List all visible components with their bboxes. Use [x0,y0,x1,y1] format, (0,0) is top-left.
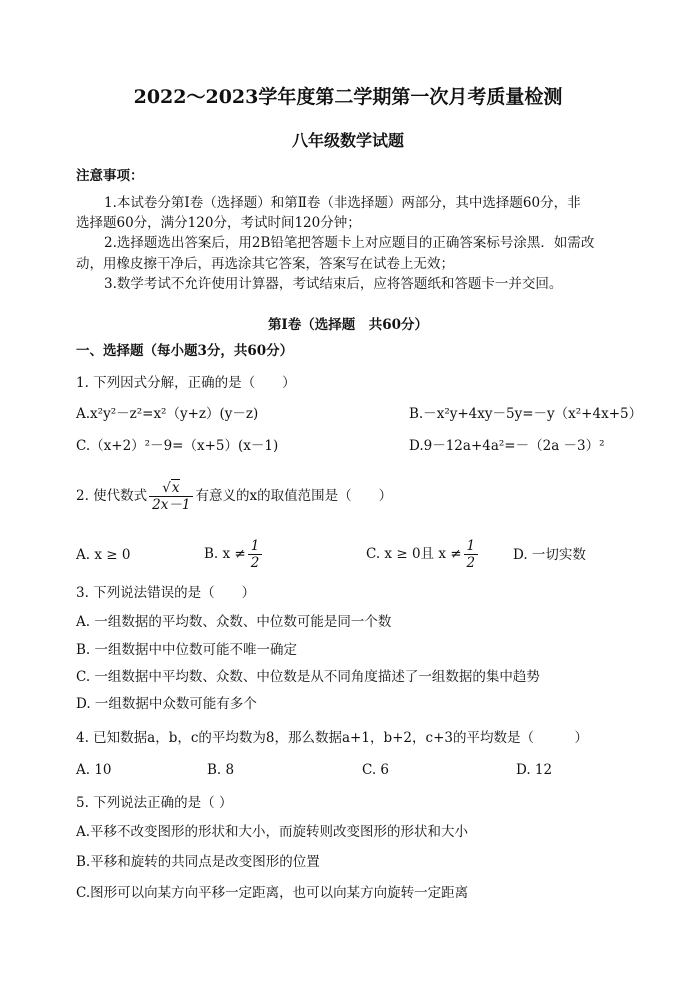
question-2-numerator: x [171,480,180,496]
section-title: 第Ⅰ卷（选择题 共60分） [267,317,429,333]
question-1-option-d: D.9－12a+4a²=－（2a －3）² [409,438,605,454]
question-4-option-b: B. 8 [207,762,235,778]
notice-line-3: 2.选择题选出答案后，用2B铅笔把答题卡上对应题目的正确答案标号涂黑．如需改 [104,235,595,251]
notice-line-4: 动，用橡皮擦干净后，再选涂其它答案，答案写在试卷上无效； [76,256,454,272]
question-3-option-a: A. 一组数据的平均数、众数、中位数可能是同一个数 [76,614,392,630]
question-2-option-b-fraction [248,538,263,571]
question-3-stem: 3. 下列说法错误的是（ ） [76,585,256,601]
sqrt-symbol: √x [162,480,180,496]
question-2-prefix: 2. 使代数式 [76,488,148,504]
question-2-option-d: D. 一切实数 [513,547,586,563]
exam-subtitle: 八年级数学试题 [291,131,404,150]
question-1-option-a: A.x²y²－z²=x²（y+z）(y－z) [76,406,259,422]
question-2-option-b-prefix: B. x ≠ [204,546,246,562]
fraction-denominator: 2 [248,554,263,571]
question-3-option-d: D. 一组数据中众数可能有多个 [76,696,257,712]
question-1-option-b: B.－x²y+4xy－5y=－y（x²+4x+5） [409,406,643,422]
notice-line-2: 选择题60分，满分120分，考试时间120分钟； [76,215,361,231]
fraction-denominator: 2 [464,554,479,571]
question-2-option-c-prefix: C. x ≥ 0且 x ≠ [366,546,462,562]
question-5-option-b: B.平移和旋转的共同点是改变图形的位置 [76,854,320,870]
question-3-option-b: B. 一组数据中中位数可能不唯一确定 [76,642,298,658]
question-2-option-a: A. x ≥ 0 [76,547,131,563]
question-2-fraction [149,480,193,513]
exam-title: 2022～2023学年度第二学期第一次月考质量检测 [133,86,563,108]
question-2-option-b [204,534,264,574]
question-3-option-c: C. 一组数据中平均数、众数、中位数是从不同角度描述了一组数据的集中趋势 [76,669,540,685]
fraction-numerator: 1 [466,538,476,554]
question-4-stem: 4. 已知数据a，b，c的平均数为8，那么数据a+1，b+2，c+3的平均数是（ ） [76,730,588,746]
notice-heading: 注意事项： [76,168,144,184]
question-5-stem: 5. 下列说法正确的是（ ） [76,795,233,811]
question-4-option-d: D. 12 [516,762,553,778]
question-2-option-c-fraction [464,538,479,571]
question-1-option-c: C.（x+2）²－9=（x+5）(x－1) [76,438,279,454]
notice-line-1: 1.本试卷分第Ⅰ卷（选择题）和第Ⅱ卷（非选择题）两部分，其中选择题60分，非 [104,195,581,211]
question-2-denominator: 2x－1 [149,496,193,513]
question-2-suffix: 有意义的x的取值范围是（ ） [195,488,393,504]
question-5-option-a: A.平移不改变图形的形状和大小，而旋转则改变图形的形状和大小 [76,824,469,840]
question-4-option-c: C. 6 [362,762,390,778]
question-2-stem [76,476,392,516]
part-heading: 一、选择题（每小题3分，共60分） [76,343,294,359]
question-1-stem: 1. 下列因式分解，正确的是（ ） [76,375,296,391]
notice-line-5: 3.数学考试不允许使用计算器，考试结束后，应将答题纸和答题卡一并交回。 [104,276,563,292]
question-2-option-c [366,534,480,574]
question-4-option-a: A. 10 [76,762,112,778]
fraction-numerator: 1 [250,538,260,554]
question-5-option-c: C.图形可以向某方向平移一定距离，也可以向某方向旋转一定距离 [76,885,469,901]
